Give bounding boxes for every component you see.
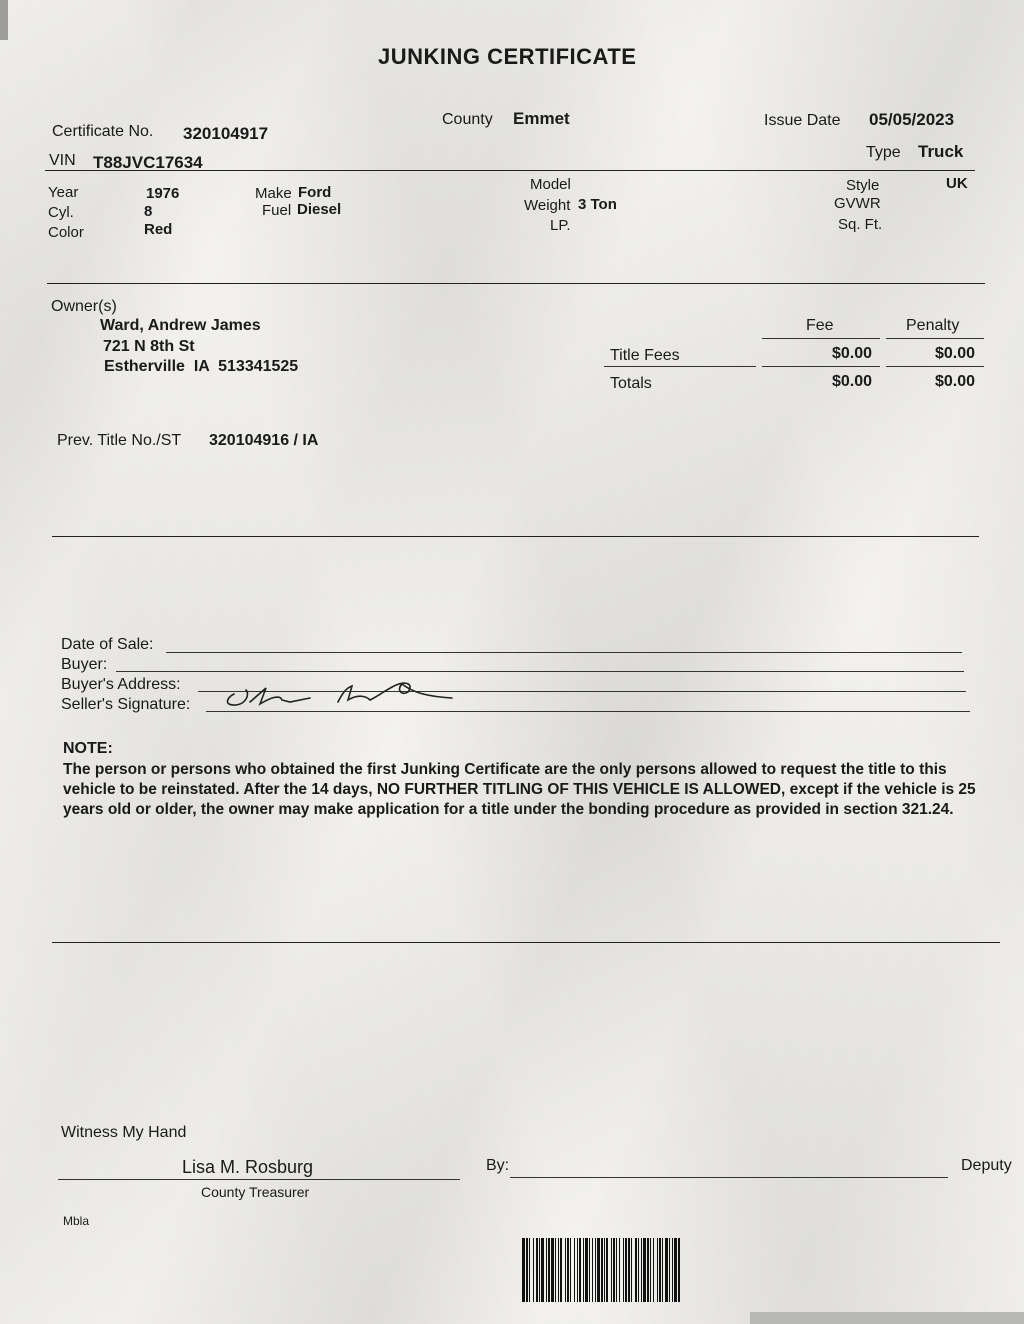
barcode-bar <box>592 1238 593 1302</box>
barcode-bar <box>641 1238 642 1302</box>
barcode-bar <box>558 1238 559 1302</box>
barcode-bar <box>565 1238 566 1302</box>
prev-title-divider <box>52 536 979 537</box>
seller-signature-label: Seller's Signature: <box>61 696 191 713</box>
barcode-bar <box>659 1238 661 1302</box>
barcode-bar <box>589 1238 590 1302</box>
barcode-bar <box>665 1238 668 1302</box>
buyer-label: Buyer: <box>61 656 108 673</box>
barcode-bar <box>674 1238 677 1302</box>
barcode-bar <box>583 1238 584 1302</box>
cyl-label: Cyl. <box>48 204 74 221</box>
deputy-label: Deputy <box>961 1157 1012 1174</box>
document-title: JUNKING CERTIFICATE <box>378 44 637 69</box>
weight-value: 3 Ton <box>578 196 617 213</box>
fuel-value: Diesel <box>297 201 342 218</box>
note-divider <box>52 942 1000 943</box>
type-label: Type <box>866 144 901 161</box>
fee-header-rule <box>762 338 880 339</box>
barcode-bar <box>653 1238 654 1302</box>
barcode-bar <box>533 1238 534 1302</box>
title-fees-label: Title Fees <box>610 347 680 364</box>
clerk-code: Mbla <box>63 1214 90 1228</box>
barcode-bar <box>546 1238 547 1302</box>
barcode-bar <box>650 1238 651 1302</box>
barcode-bar <box>604 1238 605 1302</box>
title-penalty-rule <box>886 366 984 367</box>
year-value: 1976 <box>146 185 180 202</box>
penalty-header-rule <box>886 338 984 339</box>
witness-label: Witness My Hand <box>61 1124 187 1141</box>
owner-street: 721 N 8th St <box>103 338 195 355</box>
torn-bottom-edge <box>750 1312 1024 1324</box>
date-of-sale-label: Date of Sale: <box>61 636 154 653</box>
barcode-bar <box>570 1238 571 1302</box>
treasurer-name: Lisa M. Rosburg <box>182 1157 314 1177</box>
type-value: Truck <box>918 142 964 161</box>
issue-date-label: Issue Date <box>764 112 841 129</box>
barcode-bar <box>539 1238 540 1302</box>
note-heading: NOTE: <box>63 740 113 757</box>
barcode-bar <box>601 1238 603 1302</box>
barcode-bar <box>619 1238 620 1302</box>
torn-corner <box>0 0 8 40</box>
buyer-address-label: Buyer's Address: <box>61 676 181 693</box>
penalty-header: Penalty <box>906 317 960 334</box>
barcode-bar <box>657 1238 658 1302</box>
certificate-no-value: 320104917 <box>183 124 269 143</box>
cyl-value: 8 <box>144 203 153 220</box>
barcode <box>522 1238 908 1302</box>
barcode-bar <box>551 1238 554 1302</box>
vin-value: T88JVC17634 <box>93 153 203 172</box>
barcode-bar <box>555 1238 556 1302</box>
barcode-bar <box>678 1238 680 1302</box>
title-fee-rule <box>762 366 880 367</box>
issue-date-value: 05/05/2023 <box>869 110 955 129</box>
barcode-bar <box>526 1238 528 1302</box>
gvwr-label: GVWR <box>834 195 881 212</box>
barcode-bar <box>631 1238 632 1302</box>
style-label: Style <box>846 177 880 194</box>
barcode-bar <box>647 1238 649 1302</box>
barcode-bar <box>628 1238 630 1302</box>
barcode-bar <box>638 1238 639 1302</box>
barcode-bar <box>541 1238 544 1302</box>
barcode-bar <box>669 1238 670 1302</box>
date-of-sale-line <box>166 652 962 653</box>
make-label: Make <box>255 185 292 202</box>
county-label: County <box>442 111 493 128</box>
barcode-bar <box>560 1238 562 1302</box>
barcode-bar <box>548 1238 550 1302</box>
barcode-bar <box>536 1238 538 1302</box>
color-label: Color <box>48 224 84 241</box>
barcode-bar <box>522 1238 525 1302</box>
sqft-label: Sq. Ft. <box>838 216 883 233</box>
county-value: Emmet <box>513 109 570 128</box>
barcode-bar <box>616 1238 617 1302</box>
title-fees-rule <box>604 366 756 367</box>
barcode-bar <box>577 1238 578 1302</box>
barcode-bar <box>635 1238 637 1302</box>
total-fee-value: $0.00 <box>831 373 872 390</box>
owner-label: Owner(s) <box>51 298 117 315</box>
barcode-bar <box>625 1238 627 1302</box>
barcode-bar <box>595 1238 596 1302</box>
vehicle-divider <box>47 283 985 284</box>
by-line <box>510 1177 948 1178</box>
barcode-bar <box>567 1238 569 1302</box>
header-divider <box>45 170 975 171</box>
prev-title-value: 320104916 / IA <box>209 432 319 449</box>
barcode-bar <box>662 1238 663 1302</box>
barcode-bar <box>606 1238 608 1302</box>
model-label: Model <box>530 176 571 193</box>
color-value: Red <box>144 221 173 238</box>
barcode-bar <box>613 1238 615 1302</box>
note-text: The person or persons who obtained the first Junking Certificate are the only persons allowed to request the title to this vehicle to be reinstated. After the 14 days, NO FURTHER TITLING OF THIS VEHICLE IS ALLOWED, except if the vehicle is 25 years old or older, the owner may make application for a title under the bonding procedure as provided in section 321.24. <box>63 761 976 818</box>
style-value: UK <box>946 175 968 192</box>
lp-label: LP. <box>550 217 571 234</box>
barcode-bar <box>643 1238 646 1302</box>
certificate-no-label: Certificate No. <box>52 123 154 140</box>
prev-title-label: Prev. Title No./ST <box>57 432 182 449</box>
barcode-bar <box>623 1238 624 1302</box>
seller-signature-scribble <box>220 672 460 712</box>
barcode-bar <box>597 1238 600 1302</box>
barcode-bar <box>579 1238 581 1302</box>
totals-label: Totals <box>610 375 652 392</box>
make-value: Ford <box>298 184 332 201</box>
barcode-bar <box>672 1238 673 1302</box>
year-label: Year <box>48 184 79 201</box>
fee-header: Fee <box>806 317 834 334</box>
total-penalty-value: $0.00 <box>934 373 975 390</box>
barcode-bar <box>585 1238 588 1302</box>
barcode-bar <box>611 1238 612 1302</box>
weight-label: Weight <box>524 197 571 214</box>
fuel-label: Fuel <box>262 202 292 219</box>
owner-city-state-zip: Estherville IA 513341525 <box>104 358 299 375</box>
treasurer-title: County Treasurer <box>201 1184 310 1200</box>
owner-name: Ward, Andrew James <box>100 317 261 334</box>
by-label: By: <box>486 1157 510 1174</box>
barcode-bar <box>574 1238 575 1302</box>
barcode-bar <box>529 1238 530 1302</box>
title-fee-value: $0.00 <box>831 345 872 362</box>
treasurer-line <box>58 1179 460 1180</box>
vin-label: VIN <box>49 152 76 169</box>
title-penalty-value: $0.00 <box>934 345 975 362</box>
